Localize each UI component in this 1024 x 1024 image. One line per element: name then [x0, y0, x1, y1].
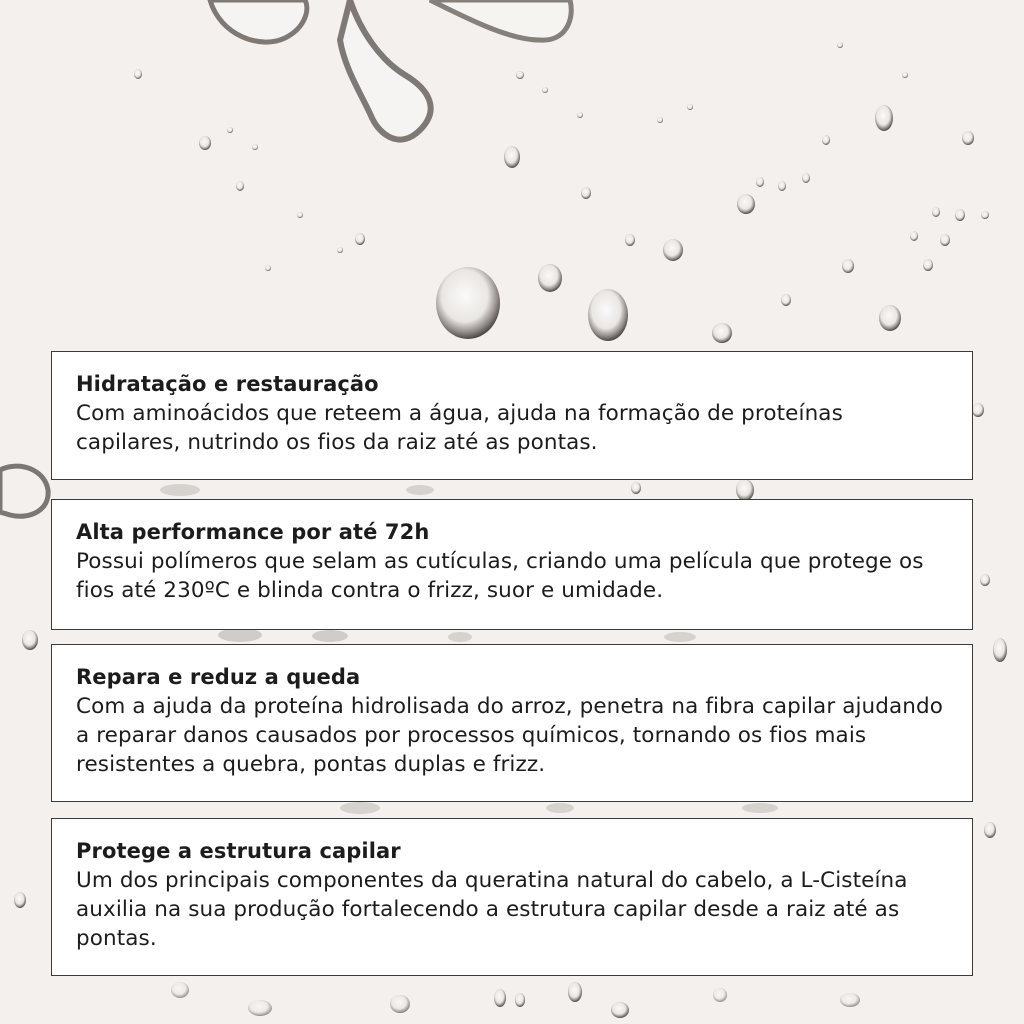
feature-title: Repara e reduz a queda	[76, 665, 361, 689]
feature-description: Com a ajuda da proteína hidrolisada do arroz, penetra na fibra capilar ajudando a reparar danos causados por processos químicos, tornando os fios mais resistentes a quebra, pontas duplas e frizz.	[76, 694, 944, 777]
feature-card-repair	[51, 644, 973, 802]
feature-description: Com aminoácidos que reteem a água, ajuda na formação de proteínas capilares, nutrindo os fios da raiz até as pontas.	[76, 401, 843, 455]
feature-title: Protege a estrutura capilar	[76, 839, 401, 863]
feature-card-performance	[51, 499, 973, 630]
feature-card-hydration	[51, 351, 973, 480]
feature-title: Alta performance por até 72h	[76, 520, 430, 544]
feature-description: Possui polímeros que selam as cutículas, criando uma película que protege os fios até 230ºC e blinda contra o frizz, suor e umidade.	[76, 549, 924, 603]
feature-card-structure	[51, 818, 973, 976]
feature-title: Hidratação e restauração	[76, 372, 379, 396]
feature-description: Um dos principais componentes da queratina natural do cabelo, a L-Cisteína auxilia na sua produção fortalecendo a estrutura capilar desde a raiz até as pontas.	[76, 868, 908, 951]
